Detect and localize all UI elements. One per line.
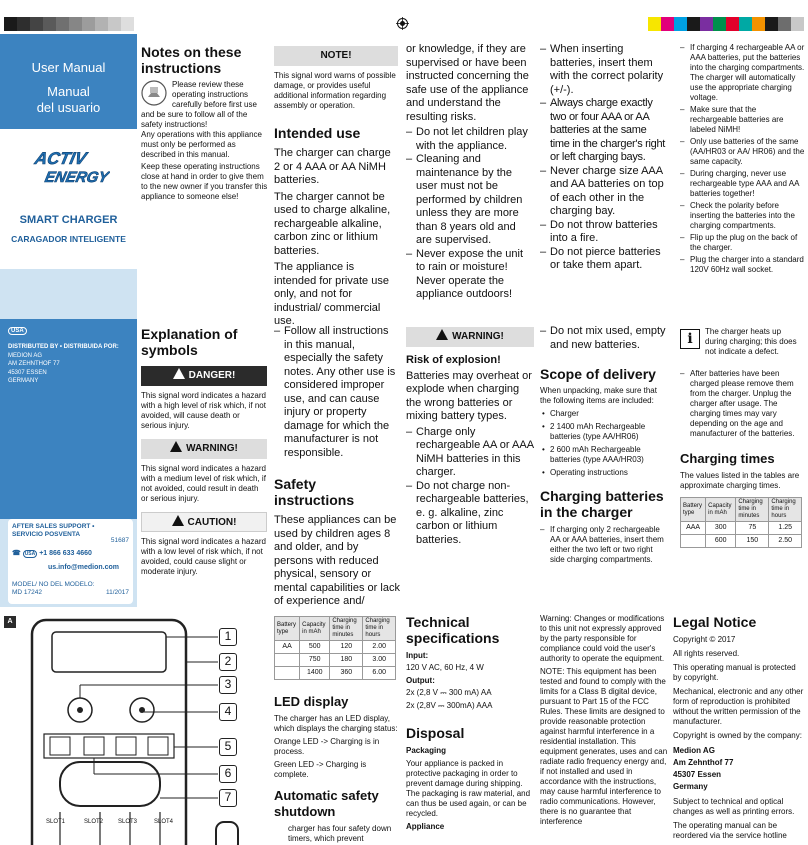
info-block bbox=[680, 327, 805, 365]
explosion-list bbox=[406, 426, 534, 548]
figure-badge: A bbox=[4, 616, 16, 628]
note-and-intended-use bbox=[274, 46, 398, 329]
warning-label: WARNING! bbox=[186, 443, 238, 454]
led-title: LED display bbox=[274, 694, 349, 709]
symbols-section bbox=[141, 326, 267, 577]
caution-label: CAUTION! bbox=[187, 517, 237, 528]
charging-steps bbox=[680, 43, 805, 275]
explosion-warning bbox=[406, 327, 534, 547]
charging-info bbox=[680, 327, 805, 548]
intended-use-title: Intended use bbox=[274, 125, 361, 141]
usa-badge: USA bbox=[8, 327, 27, 335]
table-header: Charging time in minutes bbox=[330, 617, 363, 641]
callout-number: 1 bbox=[219, 628, 237, 646]
product-name: SMART CHARGER bbox=[19, 214, 118, 226]
table-row bbox=[681, 522, 802, 535]
list-item: – Check the polarity before inserting the batteries into the charging compartments. bbox=[680, 201, 805, 231]
scope-and-charging bbox=[540, 325, 668, 565]
color-swatch bbox=[661, 17, 674, 31]
notes-text-3: Keep these operating instructions close at hand in order to give them to the new owner if you transfer this appliance to someone else! bbox=[141, 162, 268, 201]
list-item: – If charging only 2 rechargeable AA or AAA batteries, insert them either the two left or two right side charging compartments. bbox=[540, 525, 668, 565]
color-swatch bbox=[674, 17, 687, 31]
table-header: Charging time in minutes bbox=[736, 498, 769, 522]
output-aa: 2x (2,8 V ⎓ 300 mA) AA bbox=[406, 688, 492, 697]
fcc-notice bbox=[540, 614, 668, 827]
warning-label: WARNING! bbox=[452, 331, 504, 342]
output-aaa: 2x (2,8V ⎓ 300mA) AAA bbox=[406, 701, 493, 710]
address-line: 45307 ESSEN bbox=[8, 369, 47, 376]
charging-batteries-list bbox=[540, 525, 668, 565]
scope-list bbox=[540, 409, 668, 478]
address-line: MEDION AG bbox=[8, 352, 43, 359]
safety-title: Safety instructions bbox=[274, 476, 355, 508]
brand-logo-area bbox=[0, 129, 137, 269]
info-icon: i bbox=[680, 329, 700, 349]
warning-label-box bbox=[406, 327, 534, 347]
user-manual-title: User Manual bbox=[31, 60, 106, 75]
support-phone bbox=[12, 549, 92, 557]
children-rules-list bbox=[406, 126, 534, 302]
battery-rules bbox=[540, 43, 668, 273]
manual-date: 11/2017 bbox=[105, 589, 129, 596]
usa-mini-badge: USA bbox=[24, 551, 36, 557]
legal-p2: Mechanical, electronic and any other form of reproduction is prohibited without the written permission of the manufacturer. bbox=[673, 687, 804, 726]
battery-rules-list bbox=[540, 43, 668, 273]
table-cell: 750 bbox=[300, 654, 330, 667]
logo-line2: ENERGY bbox=[43, 169, 110, 186]
grayscale-calibration-bar bbox=[4, 17, 134, 31]
list-item: • 2 1400 mAh Rechargeable batteries (type AA/HR06) bbox=[540, 422, 668, 442]
callout-number: 2 bbox=[219, 653, 237, 671]
table-cell: 120 bbox=[330, 641, 363, 654]
packaging-text: Your appliance is packed in protective packaging in order to prevent damage during shipping. The packaging is raw material, and can thus be used again, or can be recycled. bbox=[406, 759, 531, 818]
safety-continued bbox=[406, 43, 534, 302]
table-header: Battery type bbox=[681, 498, 706, 522]
address-line: AM ZEHNTHOF 77 bbox=[8, 361, 60, 367]
table-row bbox=[681, 535, 802, 548]
color-swatch bbox=[726, 17, 739, 31]
list-item: – Make sure that the rechargeable batteries are labeled NiMH! bbox=[680, 105, 805, 135]
fcc-warning: Warning: Changes or modifications to this unit not expressly approved by the party responsible for compliance could void the user's authority to operate the equipment. bbox=[540, 614, 665, 663]
safety-text: These appliances can be used by children ages 8 and older, and by persons with reduced physical, sensory or mental capabilities or lack of experience and/ bbox=[274, 514, 400, 607]
warning-triangle-icon bbox=[173, 368, 185, 379]
logo-line1: ACTIV bbox=[33, 148, 89, 168]
phone-number: +1 866 633 4660 bbox=[39, 550, 92, 557]
callout-number: 3 bbox=[219, 676, 237, 694]
legal-p1: This operating manual is protected by copyright. bbox=[673, 663, 796, 682]
support-email: us.info@medion.com bbox=[48, 564, 119, 571]
product-name-es: CARAGADOR INTELIGENTE bbox=[11, 234, 126, 244]
intended-use-p1: The charger can charge 2 or 4 AAA or AA NiMH batteries. bbox=[274, 147, 391, 186]
appliance-label: Appliance bbox=[406, 822, 445, 831]
table-cell: AAA bbox=[681, 522, 706, 535]
table-cell bbox=[681, 535, 706, 548]
packaging-label: Packaging bbox=[406, 746, 447, 755]
input-value: 120 V AC, 60 Hz, 4 W bbox=[406, 663, 484, 672]
color-swatch bbox=[713, 17, 726, 31]
color-swatch bbox=[739, 17, 752, 31]
cover-panel bbox=[0, 34, 137, 607]
table-header: Capacity in mAh bbox=[706, 498, 736, 522]
caution-text: This signal word indicates a hazard with a low level of risk which, if not avoided, could cause slight or moderate injury. bbox=[141, 537, 266, 576]
table-cell: 1400 bbox=[300, 667, 330, 680]
list-item: – Never expose the unit to rain or moisture! Never operate the appliance outdoors! bbox=[406, 248, 534, 302]
company-line: 45307 Essen bbox=[673, 770, 722, 779]
after-sales-support-card bbox=[8, 519, 133, 604]
user-manual-title-es: Manual del usuario bbox=[36, 84, 101, 115]
danger-label-box bbox=[141, 366, 267, 386]
model-label bbox=[12, 581, 94, 597]
slot-label: SLOT4 bbox=[154, 819, 174, 825]
note-box-text: This signal word warns of possible damage, or provides useful additional information regarding assembly or operation. bbox=[274, 71, 396, 110]
table-cell bbox=[275, 654, 300, 667]
company-line: Germany bbox=[673, 782, 708, 791]
company-line: Medion AG bbox=[673, 746, 715, 755]
color-swatch bbox=[700, 17, 713, 31]
registration-mark-icon bbox=[396, 17, 409, 30]
callout-number: 7 bbox=[219, 789, 237, 807]
list-item: • Operating instructions bbox=[540, 468, 668, 478]
gray-swatch bbox=[69, 17, 82, 31]
scope-title: Scope of delivery bbox=[540, 366, 656, 382]
table-cell: 300 bbox=[706, 522, 736, 535]
aa-times-and-led bbox=[274, 616, 400, 844]
led-text-3: Green LED -> Charging is complete. bbox=[274, 760, 367, 779]
notes-text-2: Any operations with this appliance must only be performed as described in this manual. bbox=[141, 130, 262, 159]
notes-text-1: Please review these operating instructions carefully before first use and be sure to follow all of the safety instructions! bbox=[141, 80, 257, 129]
list-item: – Always charge exactly two or four AAA or AA batteries at the same time in the charger's right or left charging bays. bbox=[540, 97, 668, 165]
list-item: – After batteries have been charged please remove them from the charger. Unplug the charger after usage. The charging times may vary depending on the age and manufacturer of the batteries. bbox=[680, 369, 805, 439]
model-number: MD 17242 bbox=[12, 589, 42, 596]
model-label-text: MODEL/ NO DEL MODELO: bbox=[12, 581, 95, 588]
company-line: Am Zehnthof 77 bbox=[673, 758, 734, 767]
support-code: 51687 bbox=[110, 537, 129, 544]
mix-batteries-list bbox=[540, 325, 668, 352]
gray-swatch bbox=[43, 17, 56, 31]
gray-swatch bbox=[4, 17, 17, 31]
tech-title: Technical specifications bbox=[406, 614, 500, 646]
fcc-note: NOTE: This equipment has been tested and found to comply with the limits for a Class B digital device, pursuant to Part 15 of the FCC Rules. These limits are designed to provide reasonable protection against harmful interference in a residential installation. This equipment generates, uses and can radiate radio frequency energy and, if not installed and used in accordance with the instructions, may cause harmful interference to radio communications. However, there is no guarantee that interference bbox=[540, 667, 668, 826]
list-item: – Do not let children play with the appliance. bbox=[406, 126, 534, 153]
gray-swatch bbox=[17, 17, 30, 31]
legal-p5: The operating manual can be reordered via the service hotline bbox=[673, 821, 787, 840]
table-cell bbox=[275, 667, 300, 680]
notes-section bbox=[141, 44, 269, 202]
list-item: – Cleaning and maintenance by the user must not be performed by children unless they are more than 8 years old and are supervised. bbox=[406, 153, 534, 248]
charging-steps-list bbox=[680, 43, 805, 275]
tech-and-disposal bbox=[406, 614, 534, 832]
distributor-info bbox=[8, 343, 128, 386]
callout-number: 6 bbox=[219, 765, 237, 783]
scope-intro: When unpacking, make sure that the following items are included: bbox=[540, 386, 657, 405]
auto-shutdown-title: Automatic safety shutdown bbox=[274, 788, 379, 819]
table-row bbox=[275, 654, 396, 667]
table-cell: 500 bbox=[300, 641, 330, 654]
gray-swatch bbox=[30, 17, 43, 31]
list-item: – Do not mix used, empty and new batteries. bbox=[540, 325, 668, 352]
charging-times-title: Charging times bbox=[680, 451, 775, 466]
info-text: The charger heats up during charging; this does not indicate a defect. bbox=[705, 327, 797, 356]
list-item: – If charging 4 rechargeable AA or AAA batteries, put the batteries into the charging compartments. The charger will automatically use the appropriate charging voltage. bbox=[680, 43, 805, 103]
list-item: – Charge only rechargeable AA or AAA NiMH batteries in this charger. bbox=[406, 426, 534, 480]
table-row bbox=[275, 667, 396, 680]
table-header: Charging time in hours bbox=[363, 617, 396, 641]
gray-swatch bbox=[95, 17, 108, 31]
symbols-title: Explanation of symbols bbox=[141, 326, 238, 358]
note-box-label: NOTE! bbox=[274, 46, 398, 66]
legal-rights: All rights reserved. bbox=[673, 649, 740, 658]
charging-batteries-title: Charging batteries in the charger bbox=[540, 488, 664, 520]
activ-energy-logo bbox=[28, 145, 110, 189]
list-item: • 2 600 mAh Rechargeable batteries (type AAA/HR03) bbox=[540, 445, 668, 465]
instructions-list bbox=[274, 325, 400, 460]
table-cell: AA bbox=[275, 641, 300, 654]
warning-triangle-icon bbox=[436, 329, 448, 340]
color-swatch bbox=[778, 17, 791, 31]
slot-label: SLOT3 bbox=[118, 819, 138, 825]
table-cell: 6.00 bbox=[363, 667, 396, 680]
led-text-1: The charger has an LED display, which displays the charging status: bbox=[274, 714, 398, 733]
after-charging-list bbox=[680, 369, 805, 439]
table-header: Battery type bbox=[275, 617, 300, 641]
table-header: Charging time in hours bbox=[769, 498, 802, 522]
list-item: – During charging, never use rechargeable type AAA and AA batteries together! bbox=[680, 169, 805, 199]
callout-number: 4 bbox=[219, 703, 237, 721]
auto-shutdown-text: charger has four safety down timers, which prevent bbox=[288, 824, 392, 843]
risk-of-explosion: Risk of explosion! bbox=[406, 354, 501, 366]
danger-text: This signal word indicates a hazard with a high level of risk which, if not avoided, will cause death or serious injury. bbox=[141, 391, 266, 430]
color-swatch bbox=[765, 17, 778, 31]
list-item: • Charger bbox=[540, 409, 668, 419]
callout-number: 5 bbox=[219, 738, 237, 756]
table-cell: 600 bbox=[706, 535, 736, 548]
safety-section bbox=[274, 325, 400, 609]
notes-title: Notes on these instructions bbox=[141, 44, 242, 76]
table-cell: 360 bbox=[330, 667, 363, 680]
caution-label-box bbox=[141, 512, 267, 532]
table-row bbox=[275, 641, 396, 654]
list-item: – Plug the charger into a standard 120V 60Hz wall socket. bbox=[680, 255, 805, 275]
color-swatch bbox=[752, 17, 765, 31]
warning-label-box bbox=[141, 439, 267, 459]
distributor-block bbox=[0, 319, 137, 519]
charger-diagram-drawing bbox=[0, 612, 262, 845]
color-swatch bbox=[648, 17, 661, 31]
table-cell: 3.00 bbox=[363, 654, 396, 667]
list-item: – Flip up the plug on the back of the charger. bbox=[680, 233, 805, 253]
list-item: – Only use batteries of the same (AA/HR03 or AA/ HR06) and the same capacity. bbox=[680, 137, 805, 167]
charger-diagram bbox=[0, 612, 262, 845]
warning-triangle-icon bbox=[170, 441, 182, 452]
table-header: Capacity in mAh bbox=[300, 617, 330, 641]
intended-use-p2: The charger cannot be used to charge alkaline, rechargeable alkaline, carbon zinc or lithium batteries. bbox=[274, 190, 391, 257]
gray-swatch bbox=[56, 17, 69, 31]
list-item: – Do not charge non-rechargeable batteries, e. g. alkaline, zinc carbon or lithium batteries. bbox=[406, 480, 534, 548]
legal-notice bbox=[673, 614, 805, 841]
legal-company bbox=[673, 745, 805, 793]
gray-swatch bbox=[108, 17, 121, 31]
support-title: AFTER SALES SUPPORT • SERVICIO POSVENTA bbox=[12, 523, 95, 538]
led-text-2: Orange LED -> Charging is in process. bbox=[274, 737, 380, 756]
aa-charging-table bbox=[274, 616, 396, 680]
legal-p4: Subject to technical and optical changes as well as printing errors. bbox=[673, 797, 795, 816]
table-cell: 1.25 bbox=[769, 522, 802, 535]
table-cell: 2.00 bbox=[363, 641, 396, 654]
list-item: – Do not throw batteries into a fire. bbox=[540, 219, 668, 246]
cover-header bbox=[0, 34, 137, 129]
aaa-charging-table bbox=[680, 497, 802, 548]
legal-copyright: Copyright © 2017 bbox=[673, 635, 736, 644]
slot-label: SLOT2 bbox=[84, 819, 104, 825]
disposal-title: Disposal bbox=[406, 725, 465, 741]
explosion-text: Batteries may overheat or explode when charging the wrong batteries or mixing battery types. bbox=[406, 369, 532, 422]
color-swatch bbox=[687, 17, 700, 31]
legal-p3: Copyright is owned by the company: bbox=[673, 731, 802, 740]
table-cell: 2.50 bbox=[769, 535, 802, 548]
table-cell: 75 bbox=[736, 522, 769, 535]
read-instructions-icon bbox=[141, 80, 167, 106]
gray-swatch bbox=[82, 17, 95, 31]
intended-use-p3: The appliance is intended for private use only, and not for industrial/ commercial use. bbox=[274, 261, 389, 327]
table-cell: 180 bbox=[330, 654, 363, 667]
address-line: GERMANY bbox=[8, 378, 39, 384]
warning-text: This signal word indicates a hazard with a medium level of risk which, if not avoided, could result in death or serious injury. bbox=[141, 464, 266, 503]
warning-triangle-icon bbox=[172, 515, 184, 526]
color-swatch bbox=[791, 17, 804, 31]
color-calibration-bar bbox=[648, 17, 804, 31]
phone-icon: ☎ bbox=[12, 550, 21, 557]
table-cell: 150 bbox=[736, 535, 769, 548]
gray-swatch bbox=[121, 17, 134, 31]
charging-times-intro: The values listed in the tables are approximate charging times. bbox=[680, 471, 800, 490]
list-item: – Never charge size AAA and AA batteries on top of each other in the charging bay. bbox=[540, 165, 668, 219]
input-label: Input: bbox=[406, 651, 429, 660]
safety-continued-text: or knowledge, if they are supervised or have been instructed concerning the safe use of the appliance and understand the resulting risks. bbox=[406, 43, 529, 123]
legal-title: Legal Notice bbox=[673, 614, 757, 630]
output-label: Output: bbox=[406, 676, 435, 685]
list-item: – When inserting batteries, insert them with the correct polarity (+/-). bbox=[540, 43, 668, 97]
danger-label: DANGER! bbox=[188, 370, 236, 381]
list-item: – Follow all instructions in this manual, especially the safety notes. Any other use is considered improper use, and can cause injury or property damage for which the manufacturer is not responsible. bbox=[274, 325, 400, 460]
distributed-by-label: DISTRIBUTED BY • DISTRIBUIDA POR: bbox=[8, 344, 119, 350]
list-item: – Do not pierce batteries or take them apart. bbox=[540, 246, 668, 273]
slot-label: SLOT1 bbox=[46, 819, 66, 825]
